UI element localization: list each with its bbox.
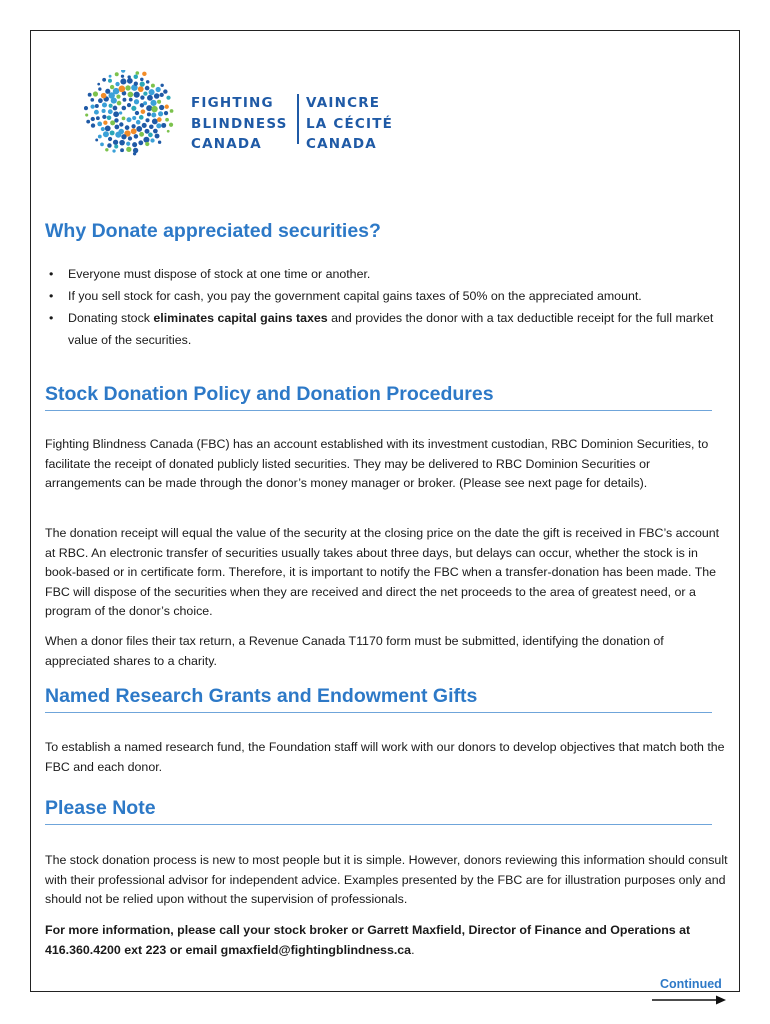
logo-dot xyxy=(151,84,155,88)
logo-dot xyxy=(134,99,139,104)
logo-dot xyxy=(127,103,131,107)
logo-dot xyxy=(109,75,112,78)
logo-dot xyxy=(131,124,135,128)
logo-dot xyxy=(86,120,90,124)
logo-dot xyxy=(156,123,161,128)
logo-dot xyxy=(128,136,132,140)
logo-dot xyxy=(112,149,115,152)
logo-dot xyxy=(169,123,173,127)
logo-dot xyxy=(91,117,95,121)
logo-dot xyxy=(141,109,146,114)
list-item-text: If you sell stock for cash, you pay the government capital gains taxes of 50% on the appreciated amount. xyxy=(68,289,642,303)
logo-dot xyxy=(134,92,140,98)
paragraph-tax-return: When a donor files their tax return, a Revenue Canada T1170 form must be submitted, identifying the donation of appreciated shares to a charity. xyxy=(45,634,664,668)
paragraph-contact xyxy=(45,921,729,960)
page-border xyxy=(30,30,740,992)
paragraph-please-note: The stock donation process is new to most people but it is simple. However, donors reviewing this information should consult with their professional advisor for independent advice. Examples presented by the FBC are for illustration purposes only and should not be relied upon without the supervision of professionals. xyxy=(45,853,728,906)
dot-burst-logo-icon xyxy=(84,70,174,156)
logo-en-line: BLINDNESS xyxy=(191,115,288,132)
logo-dot xyxy=(146,80,150,84)
logo-dot xyxy=(107,143,111,147)
logo-dot xyxy=(139,132,144,137)
list-item-text: Everyone must dispose of stock at one time or another. xyxy=(68,267,371,281)
logo-dot xyxy=(98,87,101,90)
logo-dot xyxy=(102,78,106,82)
heading-why-donate: Why Donate appreciated securities? xyxy=(45,220,381,242)
logo-dot xyxy=(128,92,134,98)
logo-dot xyxy=(115,132,121,138)
logo-english-name xyxy=(191,93,288,155)
logo-fr-line: CANADA xyxy=(306,136,377,152)
list-item: • Donating stock eliminates capital gains taxes and provides the donor with a tax deductible receipt for the full market value of the securities. xyxy=(49,311,714,347)
logo-dot xyxy=(133,148,138,153)
logo-dot xyxy=(147,112,151,116)
list-item-text-pre: Donating stock xyxy=(68,311,154,325)
logo-dot xyxy=(102,109,106,113)
logo-dot xyxy=(149,89,155,95)
logo-dot xyxy=(164,111,168,115)
logo-dot xyxy=(120,78,126,84)
logo-dot xyxy=(136,71,140,75)
logo-dot xyxy=(110,120,115,125)
logo-dot xyxy=(98,98,103,103)
logo-dot xyxy=(113,88,120,95)
logo-dot xyxy=(158,141,161,144)
heading-please-note: Please Note xyxy=(45,797,156,819)
logo-dot xyxy=(84,106,88,110)
logo-dot xyxy=(138,86,144,92)
logo-dot xyxy=(121,70,125,73)
logo-dot xyxy=(155,134,160,139)
list-item: • Everyone must dispose of stock at one time or another. xyxy=(49,267,371,281)
logo-dot xyxy=(113,140,118,145)
logo-dot xyxy=(95,139,98,142)
heading-named-research: Named Research Grants and Endowment Gifts xyxy=(45,685,478,707)
logo-dot xyxy=(103,131,109,137)
list-item: • If you sell stock for cash, you pay the government capital gains taxes of 50% on the appreciated amount. xyxy=(49,289,642,303)
logo-dot xyxy=(90,104,94,108)
logo-dot xyxy=(119,111,122,114)
logo-dot xyxy=(138,140,143,145)
logo-dot xyxy=(134,75,138,79)
logo-dot xyxy=(94,110,99,115)
logo-dot xyxy=(115,72,119,76)
logo-dot xyxy=(145,129,150,134)
contact-period: . xyxy=(411,942,415,957)
logo-dot xyxy=(90,98,94,102)
logo-dot xyxy=(127,78,133,84)
logo-dot xyxy=(140,95,144,99)
logo-dot xyxy=(140,78,143,81)
logo-dot xyxy=(160,93,164,97)
logo-dot xyxy=(96,116,100,120)
logo-dot xyxy=(109,104,113,108)
logo-dot xyxy=(88,93,92,97)
logo-dot xyxy=(129,98,133,102)
logo-dot xyxy=(150,100,156,106)
logo-dot xyxy=(150,138,154,142)
logo-dot xyxy=(131,128,137,134)
logo-fr-line: VAINCRE xyxy=(306,95,381,111)
logo-dot xyxy=(101,93,107,99)
logo-dot xyxy=(133,152,136,155)
logo-dot xyxy=(101,127,105,131)
list-item-text-bold: eliminates capital gains taxes xyxy=(153,311,328,325)
logo-dot xyxy=(117,101,122,106)
logo-dot xyxy=(167,130,170,133)
logo-dot xyxy=(145,142,149,146)
logo-dot xyxy=(113,106,118,111)
logo-dot xyxy=(108,109,113,114)
logo-french-name xyxy=(306,93,393,155)
logo-dot xyxy=(170,109,174,113)
paragraph-custodian: Fighting Blindness Canada (FBC) has an account established with its investment custodian, RBC Dominion Securities, to facilitate the receipt of donated publicly listed securities. They may be delivered to RBC Dominion Securities or arrangements can be made through the donor’s money manager or broker. (Please see next page for details). xyxy=(45,437,709,490)
logo-dot xyxy=(119,86,126,93)
logo-dot xyxy=(122,116,126,120)
paragraph-receipt: The donation receipt will equal the value of the security at the closing price on the date the gift is received in FBC’s account at RBC. An electronic transfer of securities usually takes about three days, but delays can occur, whether the stock is in book-based or in certificate form. Therefore, it is important to notify the FBC when a transfer-donation has been made. The FBC will dispose of the securities when they are received and direct the net proceeds to the area of greatest need, or a program of the donor’s choice. xyxy=(45,526,720,618)
logo-dot xyxy=(119,140,125,146)
logo-dot xyxy=(158,111,163,116)
logo-dot xyxy=(98,135,102,139)
logo-dot xyxy=(122,98,126,102)
list-item-text-post: and provides the donor with a tax deductible receipt for the full market value of the securities. xyxy=(68,311,714,347)
contact-text: For more information, please call your stock broker or Garrett Maxfield, Director of Finance and Operations at 416.360.4200 ext 223 or email gmaxfield@fightingblindness.ca xyxy=(45,923,691,957)
logo-dot xyxy=(161,123,166,128)
logo-dot xyxy=(100,143,104,147)
logo-dot xyxy=(115,82,119,86)
logo-dot xyxy=(105,89,110,94)
logo-dot xyxy=(125,125,130,130)
logo-dot xyxy=(136,126,142,132)
logo-dot xyxy=(147,95,153,101)
logo-dot xyxy=(152,119,158,125)
logo-dot xyxy=(93,91,98,96)
logo-dot xyxy=(149,125,154,130)
section-rule xyxy=(45,824,712,825)
logo-dot xyxy=(126,147,131,152)
logo-dot xyxy=(157,117,162,122)
logo-dot xyxy=(115,125,120,130)
logo-dot xyxy=(103,121,107,125)
logo-dot xyxy=(122,106,127,111)
logo-dot xyxy=(108,137,112,141)
logo-dot xyxy=(146,105,152,111)
logo-dot xyxy=(166,96,170,100)
logo-dot xyxy=(107,116,112,121)
heading-stock-donation-policy: Stock Donation Policy and Donation Procedures xyxy=(45,383,494,405)
logo-dot xyxy=(102,115,106,119)
logo-dot xyxy=(148,133,153,138)
logo-dot xyxy=(160,84,163,87)
logo-dot xyxy=(97,122,102,127)
logo-dot xyxy=(113,111,119,117)
logo-dot xyxy=(154,93,160,99)
logo-dot xyxy=(105,126,111,132)
logo-dot xyxy=(157,100,161,104)
logo-dot xyxy=(102,102,107,107)
logo-dot xyxy=(134,134,139,139)
logo-en-line: FIGHTING xyxy=(191,95,274,111)
section-rule xyxy=(45,712,712,713)
arrow-right-icon[interactable] xyxy=(652,994,727,1006)
logo-dot xyxy=(145,86,150,91)
logo-dot xyxy=(165,105,169,109)
logo-dot xyxy=(151,112,156,117)
logo-dot xyxy=(85,113,88,116)
logo-dot xyxy=(97,83,100,86)
logo-dot xyxy=(140,82,145,87)
logo-dot xyxy=(110,85,114,89)
logo-dot xyxy=(125,85,130,90)
logo-dot xyxy=(132,116,136,120)
logo-dot xyxy=(95,104,99,108)
logo-dot xyxy=(151,106,157,112)
logo-dot xyxy=(127,75,130,78)
logo-dot xyxy=(114,145,118,149)
logo-dot xyxy=(134,82,138,86)
logo-dot xyxy=(142,123,147,128)
logo-dot xyxy=(153,129,158,134)
logo-dot xyxy=(142,72,146,76)
logo-dot xyxy=(121,134,126,139)
fbc-logo xyxy=(84,70,414,156)
logo-dot xyxy=(116,94,120,98)
logo-dot xyxy=(121,75,124,78)
section-rule xyxy=(45,410,712,411)
logo-fr-line: LA CÉCITÉ xyxy=(306,115,394,132)
logo-dot xyxy=(119,122,123,126)
logo-dot xyxy=(136,120,141,125)
logo-dot xyxy=(120,148,124,152)
logo-dot xyxy=(132,142,137,147)
logo-dot xyxy=(159,105,164,110)
logo-dot xyxy=(126,142,130,146)
logo-divider xyxy=(297,94,299,144)
logo-dot xyxy=(114,118,118,122)
logo-dot xyxy=(127,117,132,122)
logo-dot xyxy=(143,101,147,105)
logo-dot xyxy=(135,111,139,115)
logo-dot xyxy=(131,106,136,111)
paragraph-research-fund: To establish a named research fund, the Foundation staff will work with our donors to develop objectives that match both the FBC and each donor. xyxy=(45,740,725,774)
logo-en-line: CANADA xyxy=(191,136,262,152)
logo-dot xyxy=(156,87,161,92)
logo-dot xyxy=(143,137,149,143)
benefits-list xyxy=(45,263,725,351)
logo-dot xyxy=(110,130,115,135)
logo-dot xyxy=(139,115,144,120)
continued-link[interactable]: Continued xyxy=(660,977,722,991)
logo-dot xyxy=(143,91,147,95)
logo-dot xyxy=(108,79,112,83)
logo-dot xyxy=(105,148,108,151)
logo-dot xyxy=(91,123,95,127)
logo-dot xyxy=(163,89,167,93)
logo-dot xyxy=(145,118,149,122)
logo-dot xyxy=(165,118,169,122)
